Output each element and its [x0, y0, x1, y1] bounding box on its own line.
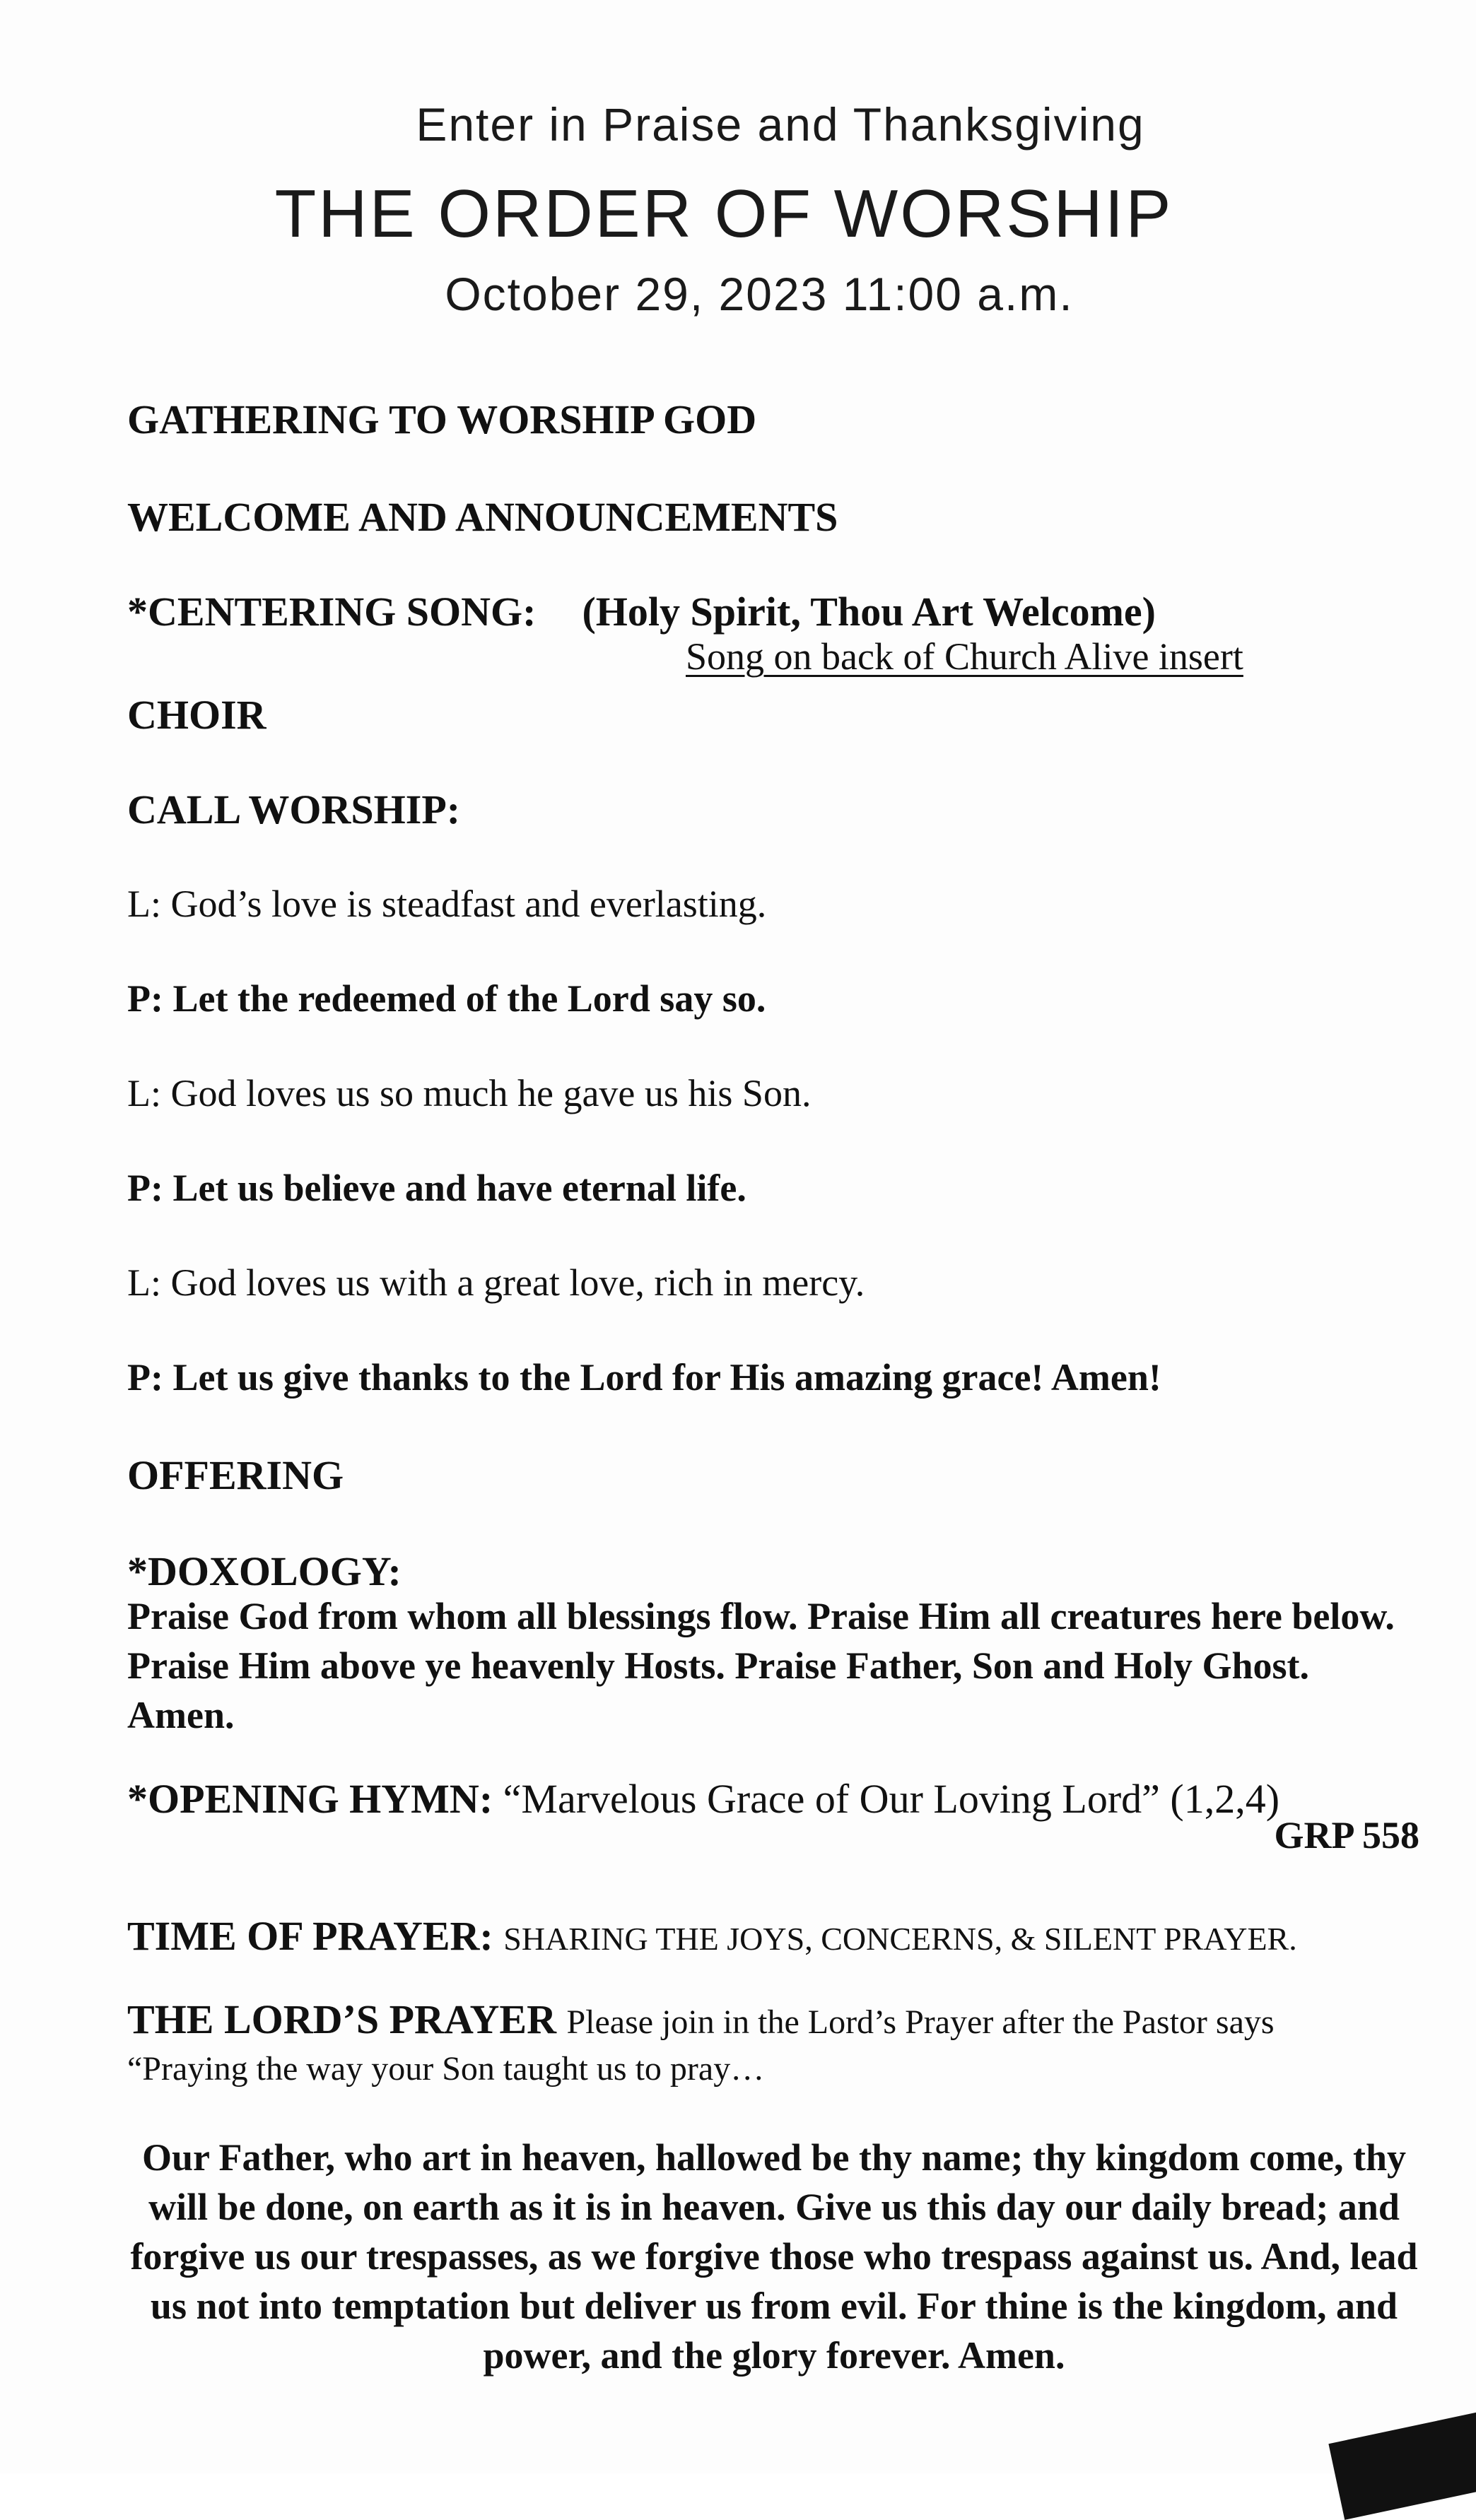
- centering-song-note: Song on back of Church Alive insert: [686, 635, 1243, 678]
- section-opening-hymn: [127, 1775, 1279, 1823]
- section-gathering: GATHERING TO WORSHIP GOD: [127, 396, 757, 442]
- lords-prayer-text: Our Father, who art in heaven, hallowed be thy name; thy kingdom come, thy will be done, on earth as it is in heaven. Give us this day our daily bread; and forgive us our trespasses, as we forgive those who trespass against us. And, lead us not into temptation but deliver us from evil. For thine is the kingdom, and power, and the glory forever. Amen.: [130, 2136, 1418, 2377]
- section-offering: OFFERING: [127, 1452, 344, 1498]
- time-of-prayer-detail: SHARING THE JOYS, CONCERNS, & SILENT PRAYER.: [503, 1921, 1297, 1957]
- call-line-leader: L: God loves us so much he gave us his Son.: [127, 1072, 812, 1114]
- section-time-of-prayer: [127, 1912, 1297, 1960]
- section-welcome: WELCOME AND ANNOUNCEMENTS: [127, 494, 838, 540]
- doxology-text: Praise God from whom all blessings flow. Praise Him all creatures here below. Praise Him above ye heavenly Hosts. Praise Father, Son and Holy Ghost. Amen.: [127, 1595, 1395, 1736]
- opening-hymn-title: “Marvelous Grace of Our Loving Lord” (1,2,4): [503, 1776, 1280, 1822]
- lords-prayer-intro-continued: “Praying the way your Son taught us to pray…: [127, 2050, 765, 2088]
- opening-hymn-reference: GRP 558: [1274, 1814, 1419, 1856]
- call-line-leader: L: God loves us with a great love, rich in mercy.: [127, 1261, 865, 1304]
- section-lords-prayer: [127, 1996, 1275, 2043]
- section-centering-song: [127, 588, 1156, 635]
- header-subtitle: Enter in Praise and Thanksgiving: [416, 98, 1145, 151]
- time-of-prayer-label: TIME OF PRAYER:: [127, 1913, 493, 1959]
- section-choir: CHOIR: [127, 692, 266, 738]
- section-doxology: *DOXOLOGY:: [127, 1548, 402, 1594]
- lords-prayer-intro: Please join in the Lord’s Prayer after the Pastor says: [566, 2003, 1275, 2041]
- centering-song-label: *CENTERING SONG:: [127, 589, 537, 635]
- section-call-worship: CALL WORSHIP:: [127, 787, 461, 832]
- call-line-people: P: Let us believe and have eternal life.: [127, 1167, 746, 1209]
- opening-hymn-label: *OPENING HYMN:: [127, 1776, 493, 1822]
- lords-prayer-label: THE LORD’S PRAYER: [127, 1996, 556, 2042]
- page-title: THE ORDER OF WORSHIP: [274, 176, 1173, 252]
- call-line-leader: L: God’s love is steadfast and everlasting.: [127, 883, 767, 925]
- call-line-people: P: Let us give thanks to the Lord for His amazing grace! Amen!: [127, 1356, 1161, 1399]
- page-corner-shadow: [1328, 2406, 1476, 2520]
- call-line-people: P: Let the redeemed of the Lord say so.: [127, 977, 766, 1020]
- centering-song-title: (Holy Spirit, Thou Art Welcome): [582, 589, 1156, 635]
- service-date: October 29, 2023 11:00 a.m.: [445, 268, 1074, 320]
